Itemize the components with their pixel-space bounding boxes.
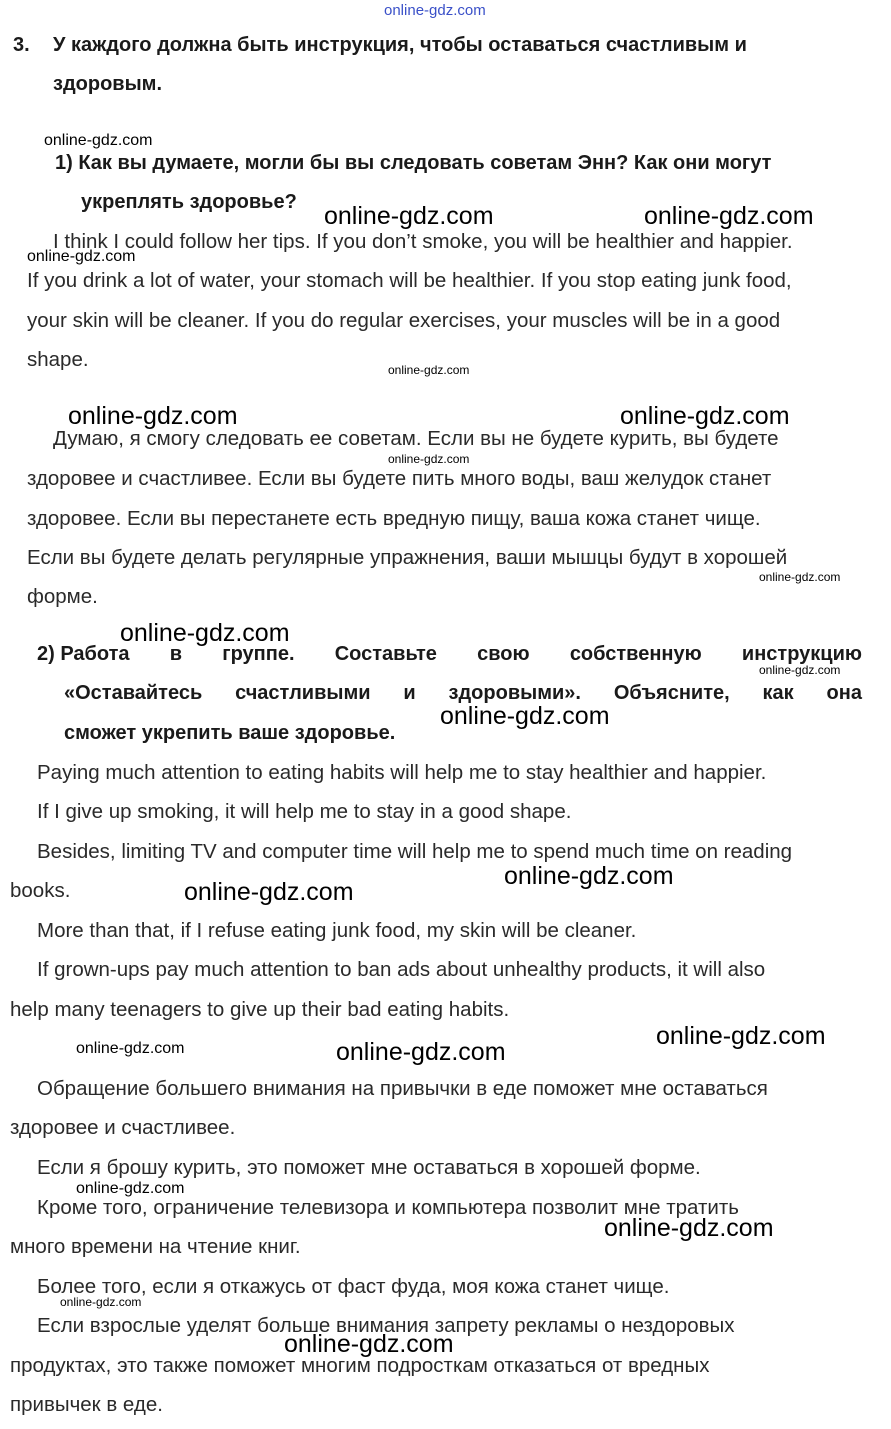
part1-question-line-2: укреплять здоровье? <box>81 191 297 213</box>
word: она <box>826 682 862 704</box>
watermark: online-gdz.com <box>44 132 153 149</box>
word: как <box>762 682 794 704</box>
part2-english-line-7: help many teenagers to give up their bad eating habits. <box>10 998 510 1021</box>
part2-english-line-2: If I give up smoking, it will help me to stay in a good shape. <box>37 800 572 823</box>
watermark: online-gdz.com <box>644 202 814 230</box>
watermark: online-gdz.com <box>284 1330 454 1358</box>
watermark: online-gdz.com <box>656 1022 826 1050</box>
part1-english-line-3: your skin will be cleaner. If you do regular exercises, your muscles will be in a good <box>27 309 781 332</box>
part1-question-line-1: 1) Как вы думаете, могли бы вы следовать советам Энн? Как они могут <box>55 152 772 174</box>
word: группе. <box>222 643 295 665</box>
watermark: online-gdz.com <box>27 248 136 265</box>
word: Составьте <box>334 643 437 665</box>
word: здоровыми». <box>448 682 581 704</box>
part2-english-line-1: Paying much attention to eating habits will help me to stay healthier and happier. <box>37 761 767 784</box>
word: в <box>169 643 183 665</box>
part2-question-line-3: сможет укрепить ваше здоровье. <box>64 722 396 744</box>
part1-english-line-1: I think I could follow her tips. If you don’t smoke, you will be healthier and happier. <box>53 230 793 253</box>
part2-russian-line-2: здоровее и счастливее. <box>10 1116 236 1139</box>
word: «Оставайтесь <box>64 682 203 704</box>
part2-russian-line-7: Если взрослые уделят больше внимания запрету рекламы о нездоровых <box>37 1314 735 1337</box>
watermark: online-gdz.com <box>184 878 354 906</box>
watermark: online-gdz.com <box>120 619 290 647</box>
watermark: online-gdz.com <box>759 663 841 677</box>
watermark: online-gdz.com <box>76 1040 185 1057</box>
task-number: 3. <box>13 34 30 56</box>
watermark: online-gdz.com <box>388 452 470 466</box>
word: 2) Работа <box>37 643 130 665</box>
part2-english-line-3: Besides, limiting TV and computer time will help me to spend much time on reading <box>37 840 793 863</box>
watermark: online-gdz.com <box>68 402 238 430</box>
part2-russian-line-5: много времени на чтение книг. <box>10 1235 301 1258</box>
word: счастливыми <box>235 682 371 704</box>
part2-russian-line-1: Обращение большего внимания на привычки в еде поможет мне оставаться <box>37 1077 768 1100</box>
watermark: online-gdz.com <box>76 1180 185 1197</box>
part2-english-line-4: books. <box>10 879 71 902</box>
header-watermark: online-gdz.com <box>384 2 486 19</box>
part1-russian-line-4: Если вы будете делать регулярные упражнения, ваши мышцы будут в хорошей <box>27 546 788 569</box>
watermark: online-gdz.com <box>388 363 470 377</box>
task-title-line-1: У каждого должна быть инструкция, чтобы оставаться счастливым и <box>53 34 747 56</box>
word: инструкцию <box>741 643 862 665</box>
task-title-line-2: здоровым. <box>53 73 163 95</box>
watermark: online-gdz.com <box>759 570 841 584</box>
part2-english-line-5: More than that, if I refuse eating junk food, my skin will be cleaner. <box>37 919 637 942</box>
watermark: online-gdz.com <box>440 702 610 730</box>
watermark: online-gdz.com <box>336 1038 506 1066</box>
part2-russian-line-9: привычек в еде. <box>10 1393 163 1416</box>
word: Объясните, <box>613 682 730 704</box>
watermark: online-gdz.com <box>324 202 494 230</box>
part2-russian-line-8: продуктах, это также поможет многим подросткам отказаться от вредных <box>10 1354 710 1377</box>
watermark: online-gdz.com <box>620 402 790 430</box>
watermark: online-gdz.com <box>604 1214 774 1242</box>
part2-english-line-6: If grown-ups pay much attention to ban ads about unhealthy products, it will also <box>37 958 766 981</box>
part2-russian-line-3: Если я брошу курить, это поможет мне оставаться в хорошей форме. <box>37 1156 701 1179</box>
watermark: online-gdz.com <box>60 1295 142 1309</box>
part1-english-line-4: shape. <box>27 348 89 371</box>
word: и <box>403 682 416 704</box>
word: свою <box>477 643 530 665</box>
word: собственную <box>569 643 702 665</box>
part2-russian-line-4: Кроме того, ограничение телевизора и компьютера позволит мне тратить <box>37 1196 739 1219</box>
part1-russian-line-5: форме. <box>27 585 98 608</box>
part1-english-line-2: If you drink a lot of water, your stomach will be healthier. If you stop eating junk food, <box>27 269 792 292</box>
part1-russian-line-2: здоровее и счастливее. Если вы будете пить много воды, ваш желудок станет <box>27 467 772 490</box>
watermark: online-gdz.com <box>504 862 674 890</box>
part2-russian-line-6: Более того, если я откажусь от фаст фуда, моя кожа станет чище. <box>37 1275 670 1298</box>
part1-russian-line-1: Думаю, я смогу следовать ее советам. Если вы не будете курить, вы будете <box>53 427 779 450</box>
part1-russian-line-3: здоровее. Если вы перестанете есть вредную пищу, ваша кожа станет чище. <box>27 507 761 530</box>
